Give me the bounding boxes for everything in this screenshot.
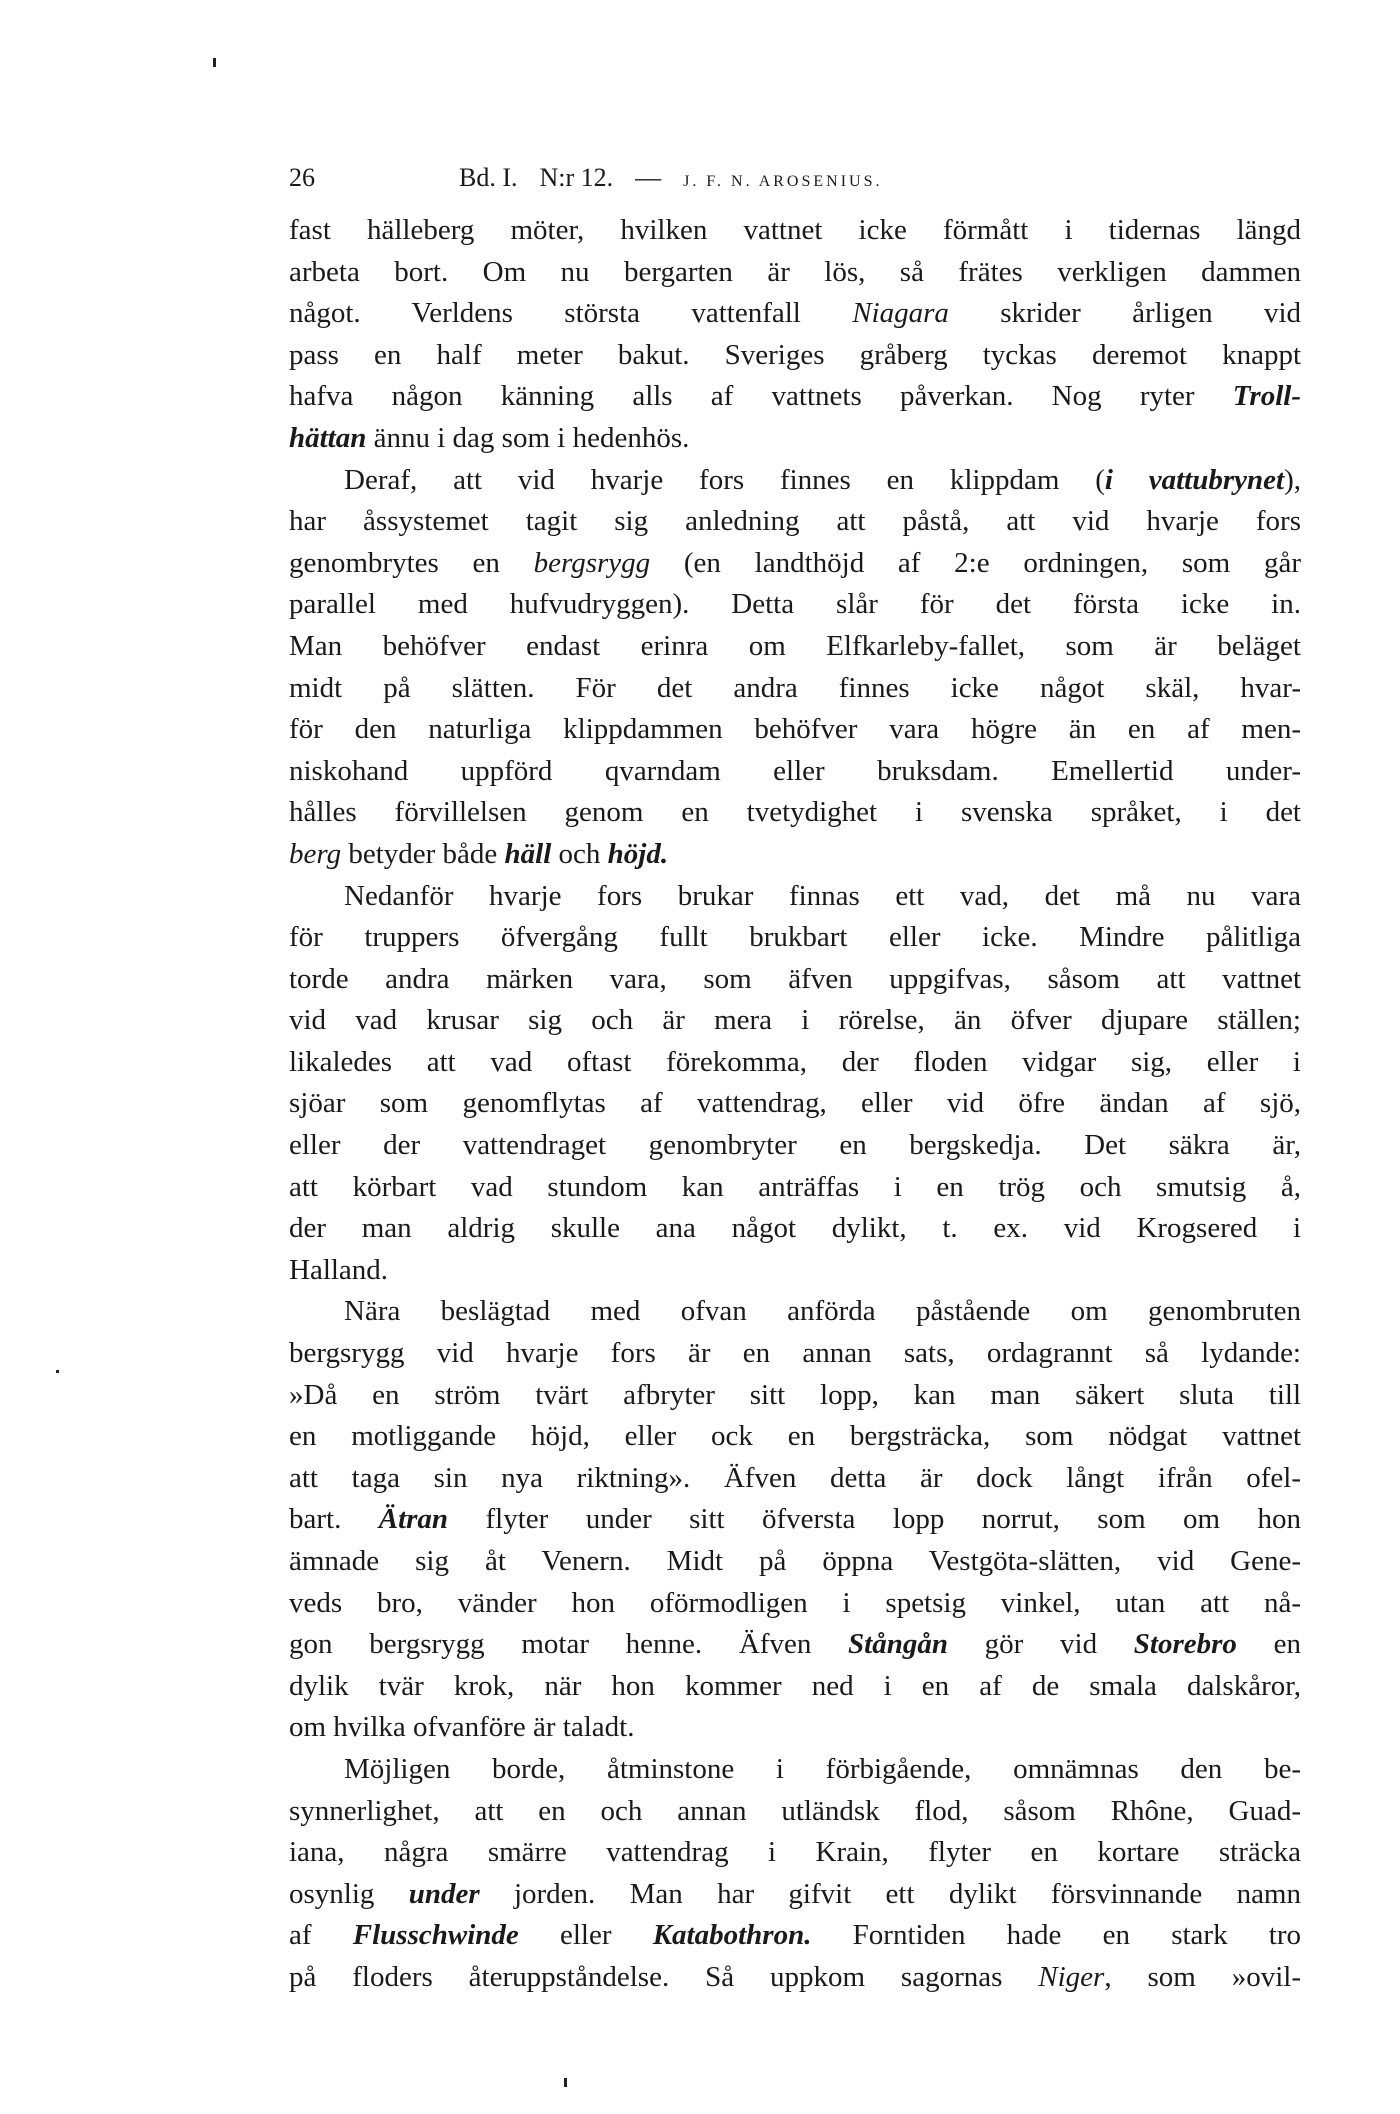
text-run: en	[1236, 1628, 1302, 1661]
text-run: parallel med hufvudryggen). Detta slår för det första icke in.	[289, 588, 1301, 621]
text-line	[289, 1042, 1301, 1084]
text-line	[289, 210, 1301, 252]
text-run: bart.	[289, 1503, 379, 1536]
text-run: gon bergsrygg motar henne. Äfven	[289, 1628, 849, 1661]
emphasis-text: bergsrygg	[533, 546, 651, 579]
text-line	[289, 1791, 1301, 1833]
stray-mark-bottom	[564, 2078, 567, 2087]
text-line	[289, 1499, 1301, 1541]
text-run: har åssystemet tagit sig anledning att påstå, att vid hvarje fors	[289, 505, 1301, 538]
text-line	[289, 1416, 1301, 1458]
text-run: der man aldrig skulle ana något dylikt, t. ex. vid Krogsered i	[289, 1212, 1301, 1245]
text-run: skrider årligen vid	[948, 297, 1302, 330]
text-line	[289, 1541, 1301, 1583]
text-run: eller	[518, 1919, 653, 1952]
text-run: bergsrygg vid hvarje fors är en annan sats, ordagrannt så lydande:	[289, 1337, 1301, 1370]
text-run: torde andra märken vara, som äfven uppgifvas, såsom att vattnet	[289, 962, 1301, 995]
emphasis-text: berg	[289, 837, 342, 870]
bold-emphasis-text: Katabothron.	[652, 1919, 812, 1952]
body-text	[289, 210, 1301, 1999]
text-line	[289, 959, 1301, 1001]
text-line	[289, 1375, 1301, 1417]
bold-emphasis-text: Storebro	[1133, 1628, 1237, 1661]
text-line	[289, 1208, 1301, 1250]
text-line	[289, 460, 1301, 502]
bold-emphasis-text: höjd.	[607, 837, 669, 870]
text-run: , som »ovil-	[1104, 1960, 1301, 1993]
text-run: midt på slätten. För det andra finnes icke något skäl, hvar-	[289, 671, 1301, 704]
stray-mark-top	[213, 58, 216, 67]
text-line	[289, 1458, 1301, 1500]
stray-mark-left	[56, 1370, 59, 1373]
text-run: Man behöfver endast erinra om Elfkarleby-fallet, som är beläget	[289, 629, 1301, 662]
text-line	[289, 709, 1301, 751]
text-run: arbeta bort. Om nu bergarten är lös, så frätes verkligen dammen	[289, 255, 1301, 288]
text-run: (en landthöjd af 2:e ordningen, som går	[650, 546, 1302, 579]
text-run: hafva någon känning alls af vattnets påverkan. Nog ryter	[289, 380, 1233, 413]
text-run: på floders återuppståndelse. Så uppkom sagornas	[289, 1960, 1039, 1993]
emphasis-text: Niger	[1038, 1960, 1105, 1993]
text-line	[289, 501, 1301, 543]
text-line	[289, 876, 1301, 918]
page-number: 26	[289, 163, 315, 192]
text-line	[289, 626, 1301, 668]
author-name: J. F. N. AROSENIUS.	[683, 173, 883, 190]
text-line	[289, 1707, 1301, 1749]
text-line	[289, 1583, 1301, 1625]
text-line	[289, 1291, 1301, 1333]
text-run: pass en half meter bakut. Sveriges gråberg tyckas deremot knappt	[289, 338, 1301, 371]
text-line	[289, 1167, 1301, 1209]
text-run: ämnade sig åt Venern. Midt på öppna Vestgöta-slätten, vid Gene-	[289, 1545, 1301, 1577]
text-run: en motliggande höjd, eller ock en bergsträcka, som nödgat vattnet	[289, 1420, 1301, 1453]
text-line	[289, 1250, 1301, 1292]
text-line	[289, 792, 1301, 834]
text-run: af	[289, 1919, 353, 1952]
text-run: Nedanför hvarje fors brukar finnas ett vad, det må nu vara	[344, 879, 1301, 912]
text-line	[289, 1666, 1301, 1708]
text-line	[289, 917, 1301, 959]
bold-emphasis-text: hättan	[289, 421, 367, 454]
text-line	[289, 1000, 1301, 1042]
text-run: ännu i dag som i hedenhös.	[366, 421, 690, 454]
running-head	[289, 160, 1109, 200]
text-line	[289, 668, 1301, 710]
text-run: för truppers öfvergång fullt brukbart eller icke. Mindre pålitliga	[289, 921, 1301, 954]
text-run: »Då en ström tvärt afbryter sitt lopp, kan man säkert sluta till	[289, 1378, 1301, 1411]
text-line	[289, 1083, 1301, 1125]
bold-emphasis-text: Troll-	[1232, 380, 1301, 413]
issue-label: N:r 12.	[539, 163, 614, 192]
text-run: iana, några smärre vattendrag i Krain, flyter en kortare sträcka	[289, 1836, 1301, 1869]
text-line	[289, 376, 1301, 418]
text-run: Nära beslägtad med ofvan anförda påstående om genombruten	[344, 1295, 1301, 1328]
text-run: och	[551, 837, 608, 870]
text-line	[289, 335, 1301, 377]
bold-emphasis-text: Stångån	[848, 1628, 948, 1661]
text-run: om hvilka ofvanföre är taladt.	[289, 1711, 635, 1744]
text-run: synnerlighet, att en och annan utländsk flod, såsom Rhône, Guad-	[289, 1794, 1301, 1827]
text-run: gör vid	[947, 1628, 1134, 1661]
text-run: Möjligen borde, åtminstone i förbigående, omnämnas den be-	[344, 1752, 1301, 1785]
text-run: niskohand uppförd qvarndam eller bruksdam. Emellertid under-	[289, 754, 1301, 787]
text-line	[289, 751, 1301, 793]
text-line	[289, 1832, 1301, 1874]
text-line	[289, 1915, 1301, 1957]
text-run: något. Verldens största vattenfall	[289, 297, 853, 330]
header-dash: —	[635, 163, 662, 192]
text-run: genombrytes en	[289, 546, 534, 579]
text-run: osynlig	[289, 1877, 409, 1910]
text-run: likaledes att vad oftast förekomma, der floden vidgar sig, eller i	[289, 1045, 1301, 1078]
bold-emphasis-text: under	[408, 1877, 480, 1910]
text-line	[289, 1749, 1301, 1791]
text-line	[289, 252, 1301, 294]
text-run: Deraf, att vid hvarje fors finnes en klippdam (	[344, 463, 1105, 496]
text-line	[289, 1874, 1301, 1916]
text-line	[289, 584, 1301, 626]
text-line	[289, 418, 1301, 460]
text-run: för den naturliga klippdammen behöfver vara högre än en af men-	[289, 713, 1301, 746]
text-run: att taga sin nya riktning». Äfven detta är dock långt ifrån ofel-	[289, 1461, 1301, 1494]
text-run: betyder både	[341, 837, 505, 870]
text-run: eller der vattendraget genombryter en bergskedja. Det säkra är,	[289, 1129, 1301, 1162]
emphasis-text: Niagara	[852, 297, 949, 330]
text-run: Forntiden hade en stark tro	[811, 1919, 1301, 1952]
text-line	[289, 1125, 1301, 1167]
text-run: hålles förvillelsen genom en tvetydighet i svenska språket, i det	[289, 796, 1301, 829]
text-run: veds bro, vänder hon oförmodligen i spetsig vinkel, utan att nå-	[289, 1586, 1301, 1619]
text-line	[289, 834, 1301, 876]
text-run: vid vad krusar sig och är mera i rörelse, än öfver djupare ställen;	[289, 1004, 1301, 1037]
text-run: flyter under sitt öfversta lopp norrut, som om hon	[448, 1503, 1301, 1536]
text-line	[289, 543, 1301, 585]
text-run: Halland.	[289, 1253, 389, 1286]
bold-emphasis-text: Ätran	[378, 1503, 449, 1536]
bold-emphasis-text: i vattubrynet	[1104, 463, 1285, 496]
text-run: sjöar som genomflytas af vattendrag, eller vid öfre ändan af sjö,	[289, 1087, 1301, 1120]
bold-emphasis-text: Flusschwinde	[352, 1919, 519, 1952]
text-run: fast hälleberg möter, hvilken vattnet icke förmått i tidernas längd	[289, 214, 1301, 246]
text-run: att körbart vad stundom kan anträffas i en trög och smutsig å,	[289, 1170, 1301, 1203]
bold-emphasis-text: häll	[504, 837, 552, 870]
text-run: jorden. Man har gifvit ett dylikt försvinnande namn	[479, 1877, 1301, 1910]
text-line	[289, 1333, 1301, 1375]
volume-label: Bd. I.	[459, 163, 518, 192]
text-line	[289, 293, 1301, 335]
text-line	[289, 1624, 1301, 1666]
text-run: dylik tvär krok, när hon kommer ned i en af de smala dalskåror,	[289, 1669, 1301, 1702]
text-run: ),	[1284, 463, 1302, 496]
text-line	[289, 1957, 1301, 1999]
